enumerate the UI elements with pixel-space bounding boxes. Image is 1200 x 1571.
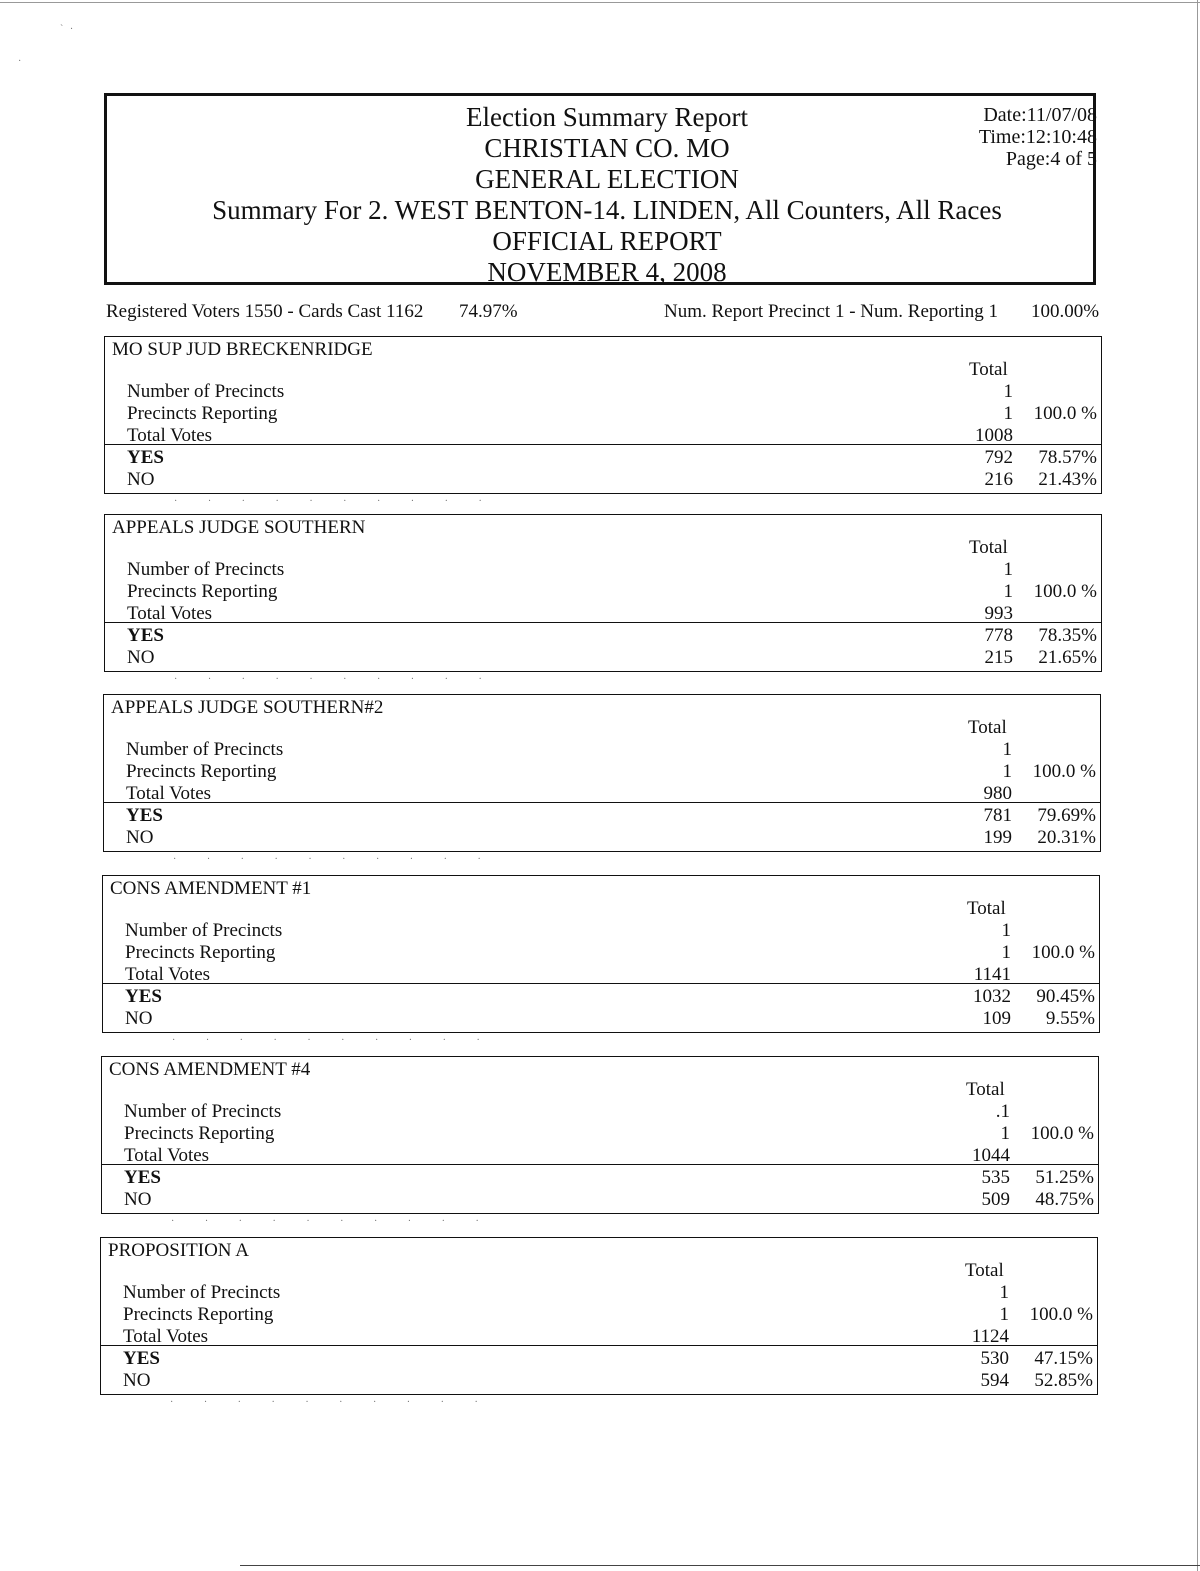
precincts-row <box>126 739 1096 761</box>
row-label: Precincts Reporting <box>125 942 276 963</box>
vote-percent: 79.69% <box>1037 805 1096 826</box>
report-title-block <box>107 102 1107 288</box>
row-label: Number of Precincts <box>123 1282 281 1303</box>
vote-percent: 47.15% <box>1034 1348 1093 1369</box>
vote-count: 1 <box>999 1282 1009 1303</box>
registered-voters: Registered Voters 1550 - Cards Cast 1162 <box>106 301 424 322</box>
total-votes-row <box>123 1326 1093 1348</box>
report-status: OFFICIAL REPORT <box>492 226 722 256</box>
race-title: APPEALS JUDGE SOUTHERN <box>112 517 366 538</box>
vote-count: .1 <box>995 1101 1010 1122</box>
precincts-row <box>127 381 1097 403</box>
total-column-header: Total <box>966 1079 1005 1100</box>
race-box <box>102 875 1100 1033</box>
reporting-row <box>126 761 1096 783</box>
reporting-percent: 100.00% <box>1031 301 1100 322</box>
vote-count: 530 <box>980 1348 1009 1369</box>
report-time: Time:12:10:48 <box>978 126 1097 148</box>
vote-count: 509 <box>981 1189 1010 1210</box>
turnout-percent: 74.97% <box>459 301 518 322</box>
row-label: YES <box>125 986 162 1007</box>
vote-count: 535 <box>981 1167 1010 1188</box>
vote-count: 1 <box>1002 739 1012 760</box>
yes-row <box>127 447 1097 469</box>
report-meta <box>979 104 1097 170</box>
page-edge-bottom <box>240 1565 1200 1566</box>
vote-count: 199 <box>983 827 1012 848</box>
row-label: YES <box>124 1167 161 1188</box>
vote-percent: 100.0 % <box>1031 942 1095 963</box>
row-label: Precincts Reporting <box>123 1304 274 1325</box>
no-row <box>127 469 1097 491</box>
yes-row <box>126 805 1096 827</box>
row-label: NO <box>125 1008 153 1029</box>
vote-percent: 52.85% <box>1034 1370 1093 1391</box>
reporting-row <box>127 403 1097 425</box>
vote-percent: 9.55% <box>1045 1008 1095 1029</box>
yes-row <box>125 986 1095 1008</box>
vote-count: 1124 <box>971 1326 1009 1347</box>
vote-count: 1 <box>1003 403 1013 424</box>
vote-count: 1008 <box>975 425 1013 446</box>
vote-count: 216 <box>984 469 1013 490</box>
total-column-header: Total <box>969 537 1008 558</box>
vote-count: 781 <box>983 805 1012 826</box>
vote-percent: 90.45% <box>1036 986 1095 1007</box>
vote-count: 1 <box>1003 381 1013 402</box>
vote-count: 1032 <box>973 986 1011 1007</box>
scan-speck: · · · · · · · · · · <box>172 1035 494 1046</box>
vote-count: 109 <box>982 1008 1011 1029</box>
row-label: Number of Precincts <box>125 920 283 941</box>
vote-percent: 100.0 % <box>1033 403 1097 424</box>
row-label: Total Votes <box>123 1326 209 1347</box>
reporting-row <box>124 1123 1094 1145</box>
reporting-row <box>123 1304 1093 1326</box>
vote-percent: 78.57% <box>1038 447 1097 468</box>
scan-speck: · · · · · · · · · · <box>173 854 495 865</box>
page-edge-right <box>1197 0 1198 1571</box>
race-box <box>101 1056 1099 1214</box>
row-label: Number of Precincts <box>127 559 285 580</box>
no-row <box>124 1189 1094 1211</box>
vote-count: 1141 <box>973 964 1011 985</box>
row-label: Total Votes <box>124 1145 210 1166</box>
vote-count: 980 <box>983 783 1012 804</box>
row-label: YES <box>127 447 164 468</box>
vote-percent: 48.75% <box>1035 1189 1094 1210</box>
total-column-header: Total <box>967 898 1006 919</box>
row-label: Number of Precincts <box>127 381 285 402</box>
race-title: CONS AMENDMENT #4 <box>109 1059 311 1080</box>
yes-row <box>127 625 1097 647</box>
vote-percent: 20.31% <box>1037 827 1096 848</box>
row-label: YES <box>127 625 164 646</box>
row-label: Total Votes <box>127 425 213 446</box>
total-column-header: Total <box>969 359 1008 380</box>
precincts-row <box>125 920 1095 942</box>
scan-speck: · · · · · · · · · · <box>174 674 496 685</box>
row-label: NO <box>123 1370 151 1391</box>
vote-count: 1 <box>1002 761 1012 782</box>
race-title: MO SUP JUD BRECKENRIDGE <box>112 339 373 360</box>
total-votes-row <box>127 425 1097 447</box>
vote-percent: 100.0 % <box>1032 761 1096 782</box>
vote-percent: 100.0 % <box>1029 1304 1093 1325</box>
race-box <box>100 1237 1098 1395</box>
row-label: NO <box>126 827 154 848</box>
precincts-row <box>127 559 1097 581</box>
vote-count: 1 <box>1001 920 1011 941</box>
county-name: CHRISTIAN CO. MO <box>484 133 730 163</box>
vote-count: 1 <box>1003 559 1013 580</box>
race-title: CONS AMENDMENT #1 <box>110 878 312 899</box>
total-votes-row <box>126 783 1096 805</box>
reporting-row <box>125 942 1095 964</box>
row-label: NO <box>124 1189 152 1210</box>
no-row <box>123 1370 1093 1392</box>
race-box <box>103 694 1101 852</box>
row-label: YES <box>123 1348 160 1369</box>
scan-speck: · <box>18 56 24 67</box>
report-title: Election Summary Report <box>466 102 748 132</box>
total-column-header: Total <box>965 1260 1004 1281</box>
scan-speck: ` · <box>60 24 76 35</box>
election-date: NOVEMBER 4, 2008 <box>487 257 727 287</box>
row-label: Total Votes <box>125 964 211 985</box>
row-label: Total Votes <box>126 783 212 804</box>
vote-percent: 78.35% <box>1038 625 1097 646</box>
summary-scope: Summary For 2. WEST BENTON-14. LINDEN, All Counters, All Races <box>212 195 1002 225</box>
total-votes-row <box>127 603 1097 625</box>
report-header <box>104 93 1096 285</box>
row-label: Number of Precincts <box>126 739 284 760</box>
row-label: Precincts Reporting <box>124 1123 275 1144</box>
election-name: GENERAL ELECTION <box>475 164 739 194</box>
row-label: NO <box>127 469 155 490</box>
vote-count: 1 <box>999 1304 1009 1325</box>
page-number: Page:4 of 5 <box>1005 148 1097 170</box>
vote-count: 1 <box>1001 942 1011 963</box>
scan-speck: · · · · · · · · · · <box>174 496 496 507</box>
scan-speck: · · · · · · · · · · <box>171 1216 493 1227</box>
row-label: Precincts Reporting <box>127 581 278 602</box>
reporting-row <box>127 581 1097 603</box>
vote-percent: 21.65% <box>1038 647 1097 668</box>
no-row <box>126 827 1096 849</box>
vote-count: 1044 <box>972 1145 1010 1166</box>
row-label: NO <box>127 647 155 668</box>
race-box <box>104 514 1102 672</box>
vote-percent: 21.43% <box>1038 469 1097 490</box>
yes-row <box>123 1348 1093 1370</box>
no-row <box>125 1008 1095 1030</box>
row-label: Precincts Reporting <box>126 761 277 782</box>
row-label: Precincts Reporting <box>127 403 278 424</box>
total-column-header: Total <box>968 717 1007 738</box>
yes-row <box>124 1167 1094 1189</box>
total-votes-row <box>124 1145 1094 1167</box>
vote-percent: 51.25% <box>1035 1167 1094 1188</box>
precincts-row <box>124 1101 1094 1123</box>
row-label: Total Votes <box>127 603 213 624</box>
total-votes-row <box>125 964 1095 986</box>
vote-count: 792 <box>984 447 1013 468</box>
precincts-reporting-summary: Num. Report Precinct 1 - Num. Reporting 1 <box>664 301 999 322</box>
vote-percent: 100.0 % <box>1030 1123 1094 1144</box>
vote-count: 594 <box>980 1370 1009 1391</box>
vote-count: 215 <box>984 647 1013 668</box>
precincts-row <box>123 1282 1093 1304</box>
scan-speck: · · · · · · · · · · <box>170 1397 492 1408</box>
vote-count: 1 <box>1000 1123 1010 1144</box>
row-label: YES <box>126 805 163 826</box>
vote-count: 1 <box>1003 581 1013 602</box>
report-date: Date:11/07/08 <box>983 104 1097 126</box>
no-row <box>127 647 1097 669</box>
race-title: APPEALS JUDGE SOUTHERN#2 <box>111 697 384 718</box>
vote-percent: 100.0 % <box>1033 581 1097 602</box>
vote-count: 778 <box>984 625 1013 646</box>
row-label: Number of Precincts <box>124 1101 282 1122</box>
page-edge-top <box>0 2 1200 3</box>
race-title: PROPOSITION A <box>108 1240 249 1261</box>
race-box <box>104 336 1102 494</box>
vote-count: 993 <box>984 603 1013 624</box>
